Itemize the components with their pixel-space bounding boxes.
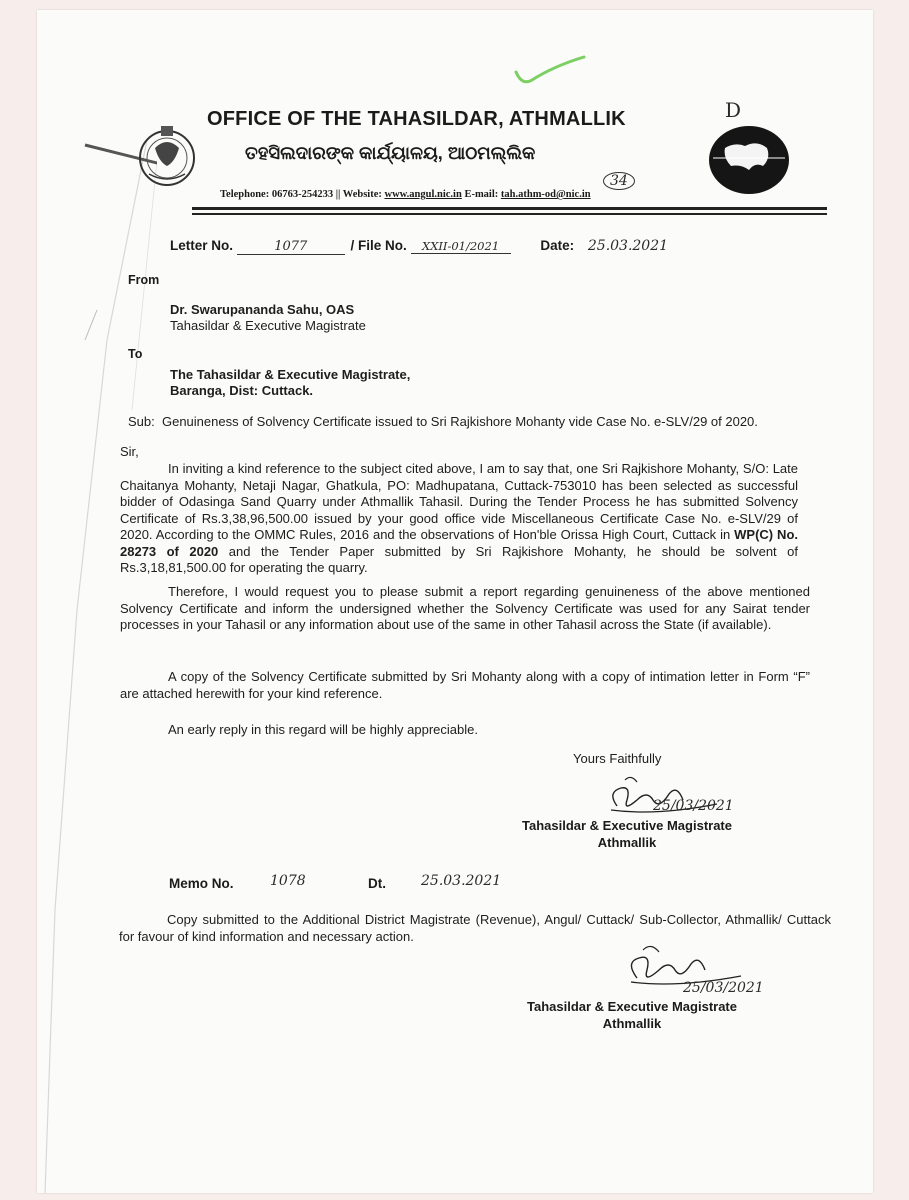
telephone-number: 06763-254233 (271, 189, 334, 200)
memo-place: Athmallik (602, 1016, 662, 1031)
telephone-label: Telephone: (220, 189, 270, 200)
reference-row (170, 238, 668, 255)
memo-copy-text: Copy submitted to the Additional District Magistrate (Revenue), Angul/ Cuttack/ Sub-Collector, Athmallik/ Cuttack for favour of kind information and necessary action. (119, 912, 831, 944)
memo-no-label: Memo No. (169, 876, 234, 891)
website-link[interactable]: www.angul.nic.in (384, 189, 462, 200)
salutation: Sir, (120, 444, 139, 459)
date-label: Date: (540, 238, 575, 253)
case-reference: WP(C) No. 28273 of 2020 (120, 527, 798, 559)
paragraph-1: In inviting a kind reference to the subject cited above, I am to say that, one Sri Rajkishore Mohanty, S/O: Late Chaitanya Mohanty, Netaji Nagar, Ghatkula, PO: Madhupatana, Cuttack-753010 has been selected as successful bidder of Odasinga Sand Quarry under Athmallik Tahasil. During the Tender Process he has submitted Solvency Certificate of Rs.3,38,96,500.00 issued by your good office vide Miscellaneous Certificate Case No. e-SLV/29 of 2020. According to the OMMC Rules, 2016 and the observations of Hon'ble Orissa High Court, Cuttack in WP(C) No. 28273 of 2020 and the Tender Paper submitted by Sri Rajkishore Mohanty, he should be solvent of Rs.3,18,81,500.00 for operating the quarry. (120, 461, 798, 575)
memo-dt-label: Dt. (368, 876, 386, 891)
closing-place: Athmallik (597, 835, 657, 850)
yours-faithfully: Yours Faithfully (573, 751, 662, 766)
signature-date: 25/03/2021 (653, 798, 734, 814)
recipient-line1: The Tahasildar & Executive Magistrate, (170, 367, 411, 382)
closing-designation: Tahasildar & Executive Magistrate (521, 818, 732, 833)
handwritten-mark: 34 (603, 172, 635, 190)
contact-line: Telephone: 06763-254233 || Website: www.angul.nic.in E-mail: tah.athm-od@nic.in (220, 189, 591, 200)
office-title: OFFICE OF THE TAHASILDAR, ATHMALLIK (207, 108, 626, 130)
file-no-label: / File No. (350, 238, 407, 253)
to-label: To (128, 347, 143, 361)
paragraph-3: A copy of the Solvency Certificate submitted by Sri Mohanty along with a copy of intimation letter in Form “F” are attached herewith for your kind reference. (120, 669, 810, 701)
check-mark-icon (510, 52, 590, 92)
subject-label: Sub: (128, 414, 155, 429)
recipient-line2: Baranga, Dist: Cuttack. (170, 383, 314, 398)
email-label: E-mail: (464, 189, 499, 200)
sender-name: Dr. Swarupananda Sahu, OAS (170, 302, 355, 317)
from-label: From (128, 273, 160, 287)
header-rule (192, 207, 827, 210)
email-link[interactable]: tah.athm-od@nic.in (500, 189, 591, 200)
memo-signature-date: 25/03/2021 (683, 980, 764, 996)
office-title-odia: ତହସିଲଦାରଙ୍କ କାର୍ଯ୍ୟାଳୟ, ଆଠମଲ୍ଲିକ (245, 143, 536, 163)
memo-no-value: 1078 (270, 873, 306, 889)
state-emblem-icon (135, 118, 205, 196)
website-label: Website: (342, 189, 382, 200)
header-rule-thin (192, 213, 827, 215)
memo-dt-value: 25.03.2021 (421, 873, 502, 889)
paragraph-2: Therefore, I would request you to please submit a report regarding genuineness of the above mentioned Solvency Certificate and inform the undersigned whether the Solvency Certificate was used for any Sairat tender processes in your Tahasil or any information about use of the same in other Tahasil across the State (if available). (120, 584, 810, 632)
sender-designation: Tahasildar & Executive Magistrate (170, 318, 366, 333)
globe-logo-icon (705, 118, 795, 198)
subject-line (128, 414, 848, 431)
file-no-value: XXII-01/2021 (411, 239, 511, 254)
letter-page (37, 10, 873, 1193)
subject-text: Genuineness of Solvency Certificate issued to Sri Rajkishore Mohanty vide Case No. e-SLV/29 of 2020. (161, 414, 758, 429)
date-value: 25.03.2021 (587, 238, 669, 254)
letter-no-label: Letter No. (170, 238, 234, 253)
paragraph-4: An early reply in this regard will be highly appreciable. (168, 722, 478, 737)
letter-no-value: 1077 (237, 239, 345, 255)
memo-designation: Tahasildar & Executive Magistrate (526, 999, 737, 1014)
corner-mark: D (725, 98, 742, 122)
